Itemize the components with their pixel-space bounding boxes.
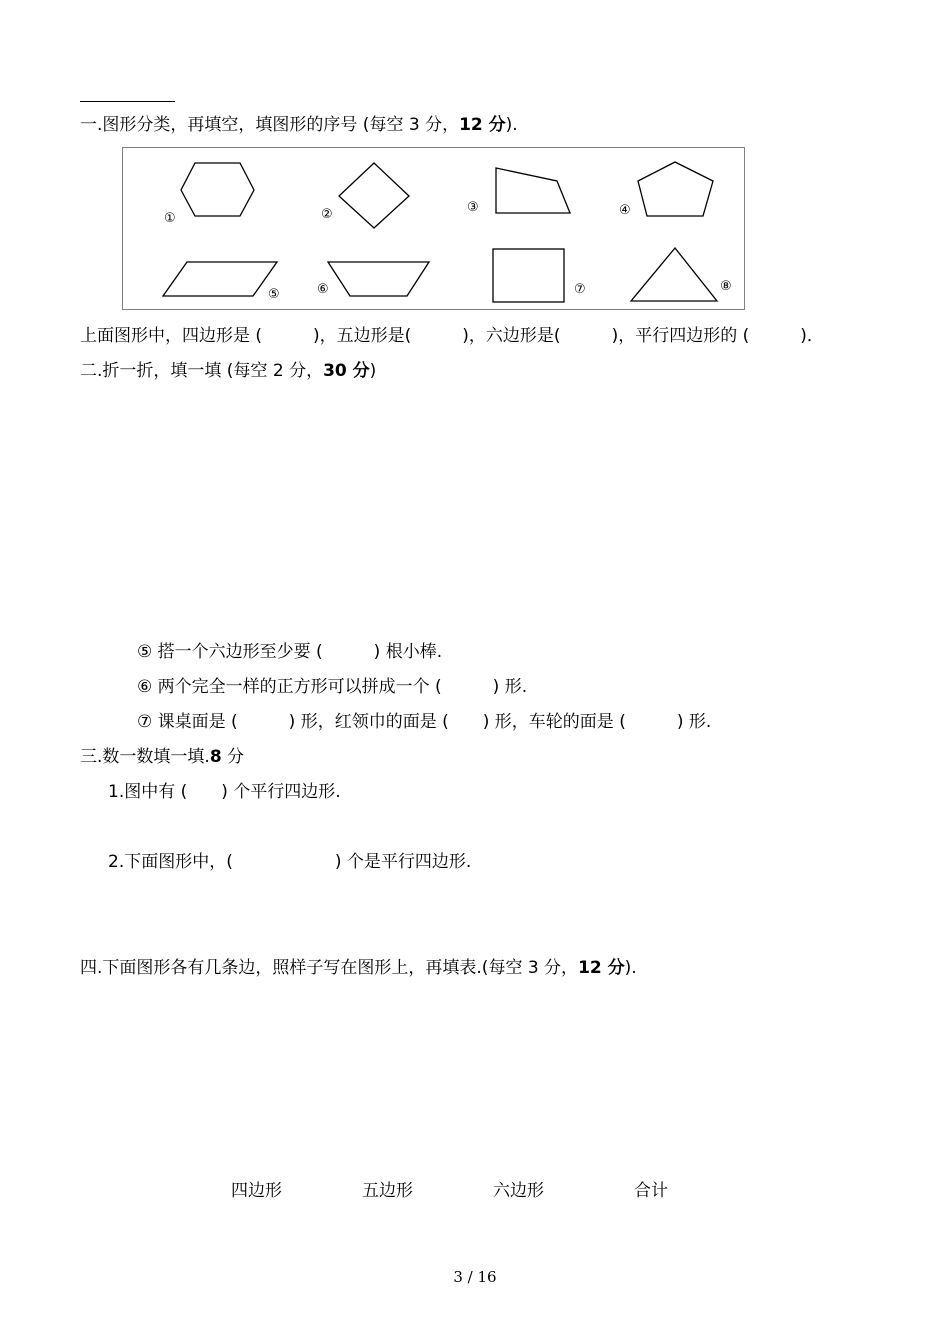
header-rule <box>80 101 175 102</box>
section4-title: 四.下面图形各有几条边，照样子写在图形上，再填表.(每空 3 分，12 分). <box>80 958 637 978</box>
square-shape <box>493 249 564 302</box>
section2-item-7: ⑦ 课桌面是 ( ) 形，红领巾的面是 ( ) 形，车轮的面是 ( ) 形. <box>137 712 712 732</box>
label-4: ④ <box>619 203 631 218</box>
label-8: ⑧ <box>720 279 732 294</box>
label-3: ③ <box>467 200 479 215</box>
hexagon-shape <box>181 163 254 216</box>
table-header-pentagon: 五边形 <box>362 1181 413 1201</box>
section2-item-6: ⑥ 两个完全一样的正方形可以拼成一个 ( ) 形. <box>137 677 528 697</box>
section3-title: 三.数一数填一填.8 分 <box>80 747 245 767</box>
shapes-drawing <box>123 148 746 311</box>
section1-question: 上面图形中，四边形是 ( )，五边形是( )，六边形是( )，平行四边形的 ( )． <box>80 326 824 346</box>
label-2: ② <box>321 207 333 222</box>
section3-question-1: 1.图中有 ( ) 个平行四边形. <box>108 782 341 802</box>
trapezoid-right-shape <box>496 168 570 213</box>
isosceles-trapezoid-shape <box>328 262 429 296</box>
section1-title: 一.图形分类，再填空，填图形的序号 (每空 3 分，12 分). <box>80 115 518 135</box>
shapes-figure <box>122 147 745 310</box>
label-6: ⑥ <box>317 282 329 297</box>
label-5: ⑤ <box>268 287 280 302</box>
pentagon-shape <box>638 162 713 216</box>
table-header-total: 合计 <box>634 1181 668 1201</box>
triangle-shape <box>631 248 717 301</box>
section2-item-5: ⑤ 搭一个六边形至少要 ( ) 根小棒. <box>137 642 443 662</box>
table-header-quadrilateral: 四边形 <box>231 1181 282 1201</box>
parallelogram-shape <box>163 262 277 296</box>
label-1: ① <box>164 211 176 226</box>
table-header-hexagon: 六边形 <box>493 1181 544 1201</box>
page-number: 3 / 16 <box>453 1268 497 1286</box>
section3-question-2: 2.下面图形中，( ) 个是平行四边形. <box>108 852 472 872</box>
label-7: ⑦ <box>574 282 586 297</box>
section2-title: 二.折一折，填一填 (每空 2 分，30 分) <box>80 361 377 381</box>
rhombus-shape <box>339 163 409 228</box>
